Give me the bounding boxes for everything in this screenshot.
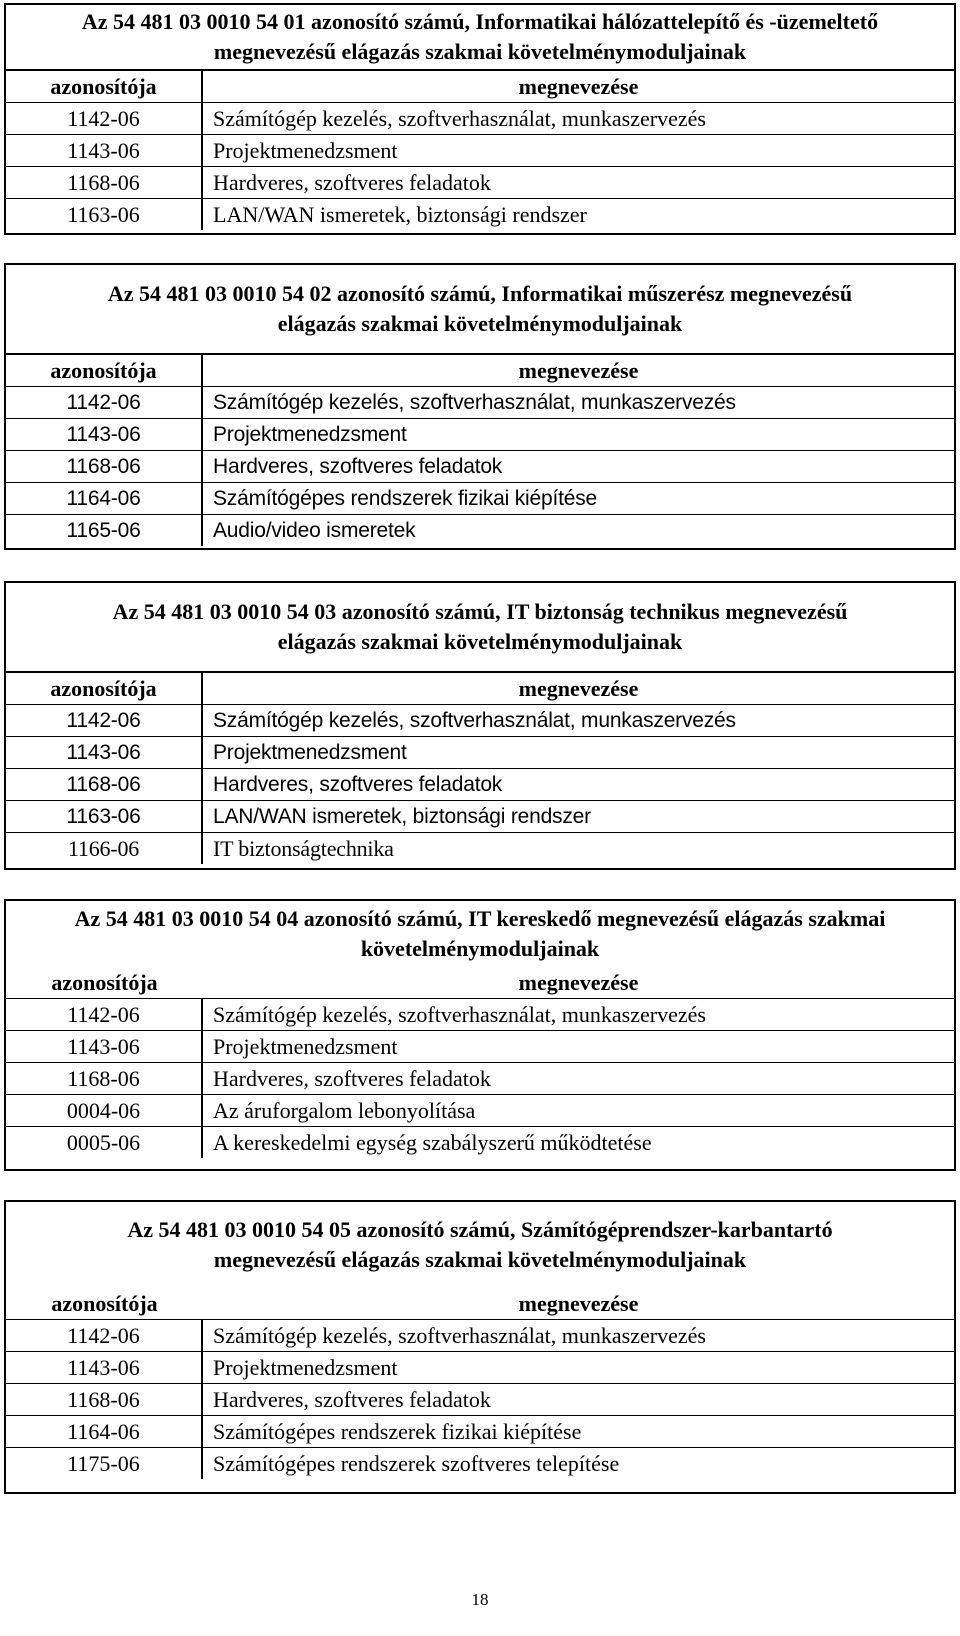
module-name: Hardveres, szoftveres feladatok [213, 1387, 491, 1412]
title-line: Az 54 481 03 0010 54 01 azonosító számú, Informatikai hálózattelepítő és -üzemeltető [81, 9, 879, 34]
module-code: 1142-06 [6, 705, 203, 736]
table-row [6, 832, 954, 864]
module-code: 1168-06 [6, 451, 203, 482]
module-code: 1142-06 [6, 103, 203, 134]
table-row [6, 450, 954, 482]
section-title [6, 1202, 954, 1288]
module-name: Hardveres, szoftveres feladatok [213, 170, 491, 195]
table-row [6, 418, 954, 450]
table-row [6, 704, 954, 736]
module-name: Hardveres, szoftveres feladatok [213, 455, 503, 478]
module-code: 1164-06 [6, 1416, 203, 1447]
title-line: követelménymoduljainak [360, 936, 600, 961]
module-code: 1143-06 [6, 135, 203, 166]
module-name: Számítógépes rendszerek szoftveres telepítése [213, 1451, 620, 1476]
module-code: 1168-06 [6, 769, 203, 800]
title-line: Az 54 481 03 0010 54 03 azonosító számú, IT biztonság technikus megnevezésű [112, 599, 848, 624]
module-code: 1168-06 [6, 1384, 203, 1415]
module-name: Hardveres, szoftveres feladatok [213, 1066, 491, 1091]
col-header-name: megnevezése [518, 1291, 639, 1316]
table-row [6, 198, 954, 230]
module-name: Számítógép kezelés, szoftverhasználat, munkaszervezés [213, 709, 736, 732]
table-row [6, 1447, 954, 1479]
module-name: Audio/video ismeretek [213, 519, 416, 542]
module-name: LAN/WAN ismeretek, biztonsági rendszer [213, 805, 591, 828]
module-table-3 [4, 581, 956, 870]
header-row [6, 1288, 954, 1319]
module-name: Számítógép kezelés, szoftverhasználat, munkaszervezés [213, 106, 706, 131]
module-name: Projektmenedzsment [213, 423, 407, 446]
module-name: Hardveres, szoftveres feladatok [213, 773, 503, 796]
table-row [6, 166, 954, 198]
table-row [6, 102, 954, 134]
module-name: Az áruforgalom lebonyolítása [213, 1098, 476, 1123]
module-code: 0004-06 [6, 1095, 203, 1126]
title-line: Az 54 481 03 0010 54 05 azonosító számú, Számítógéprendszer-karbantartó [127, 1217, 833, 1242]
table-row [6, 1030, 954, 1062]
col-header-name: megnevezése [518, 676, 639, 701]
table-row [6, 800, 954, 832]
module-code: 0005-06 [6, 1127, 203, 1158]
header-row [6, 355, 954, 386]
module-table-4 [4, 899, 956, 1171]
module-table-1 [4, 3, 956, 235]
title-line: megnevezésű elágazás szakmai követelménymoduljainak [213, 1247, 747, 1272]
table-row [6, 482, 954, 514]
table-row [6, 514, 954, 546]
table-row [6, 768, 954, 800]
table-row [6, 1062, 954, 1094]
table-row [6, 736, 954, 768]
module-name: LAN/WAN ismeretek, biztonsági rendszer [213, 202, 587, 227]
title-line: elágazás szakmai követelménymoduljainak [277, 311, 683, 336]
table-row [6, 998, 954, 1030]
col-header-code: azonosítója [6, 71, 203, 102]
module-code: 1143-06 [6, 1352, 203, 1383]
module-code: 1168-06 [6, 1063, 203, 1094]
module-name: Számítógép kezelés, szoftverhasználat, munkaszervezés [213, 1002, 706, 1027]
section-title [6, 5, 954, 71]
module-name: Számítógép kezelés, szoftverhasználat, munkaszervezés [213, 1323, 706, 1348]
section-title [6, 901, 954, 967]
col-header-name: megnevezése [518, 74, 639, 99]
table-row [6, 1351, 954, 1383]
page-number: 18 [471, 1590, 489, 1609]
module-code: 1143-06 [6, 419, 203, 450]
col-header-code: azonosítója [6, 673, 203, 704]
table-row [6, 1383, 954, 1415]
module-code: 1165-06 [6, 515, 203, 546]
module-name: Projektmenedzsment [213, 138, 398, 163]
section-title [6, 583, 954, 673]
module-code: 1163-06 [6, 199, 203, 230]
module-table-5 [4, 1200, 956, 1494]
module-code: 1142-06 [6, 387, 203, 418]
module-name: IT biztonságtechnika [213, 836, 394, 861]
module-code: 1143-06 [6, 737, 203, 768]
module-code: 1142-06 [6, 999, 203, 1030]
col-header-code: azonosítója [6, 355, 203, 386]
header-row [6, 673, 954, 704]
col-header-name: megnevezése [518, 970, 639, 995]
module-code: 1168-06 [6, 167, 203, 198]
module-name: Projektmenedzsment [213, 1355, 398, 1380]
module-table-2 [4, 263, 956, 550]
table-row [6, 1319, 954, 1351]
table-row [6, 1094, 954, 1126]
module-code: 1163-06 [6, 801, 203, 832]
module-name: Számítógép kezelés, szoftverhasználat, munkaszervezés [213, 391, 736, 414]
module-name: Számítógépes rendszerek fizikai kiépítése [213, 1419, 582, 1444]
module-name: A kereskedelmi egység szabályszerű működtetése [213, 1130, 652, 1155]
table-row [6, 386, 954, 418]
table-row [6, 1126, 954, 1158]
section-title [6, 265, 954, 355]
header-row [6, 967, 954, 998]
module-code: 1142-06 [6, 1320, 203, 1351]
col-header-code: azonosítója [51, 1291, 158, 1316]
col-header-name: megnevezése [518, 358, 639, 383]
module-code: 1175-06 [6, 1448, 203, 1479]
title-line: Az 54 481 03 0010 54 04 azonosító számú, IT kereskedő megnevezésű elágazás szakmai [74, 906, 886, 931]
title-line: Az 54 481 03 0010 54 02 azonosító számú, Informatikai műszerész megnevezésű [107, 281, 853, 306]
module-code: 1166-06 [6, 833, 203, 864]
module-code: 1143-06 [6, 1031, 203, 1062]
header-row [6, 71, 954, 102]
module-name: Számítógépes rendszerek fizikai kiépítése [213, 487, 597, 510]
title-line: elágazás szakmai követelménymoduljainak [277, 629, 683, 654]
table-row [6, 134, 954, 166]
col-header-code: azonosítója [51, 970, 158, 995]
title-line: megnevezésű elágazás szakmai követelménymoduljainak [213, 39, 747, 64]
table-row [6, 1415, 954, 1447]
module-name: Projektmenedzsment [213, 741, 407, 764]
module-name: Projektmenedzsment [213, 1034, 398, 1059]
module-code: 1164-06 [6, 483, 203, 514]
